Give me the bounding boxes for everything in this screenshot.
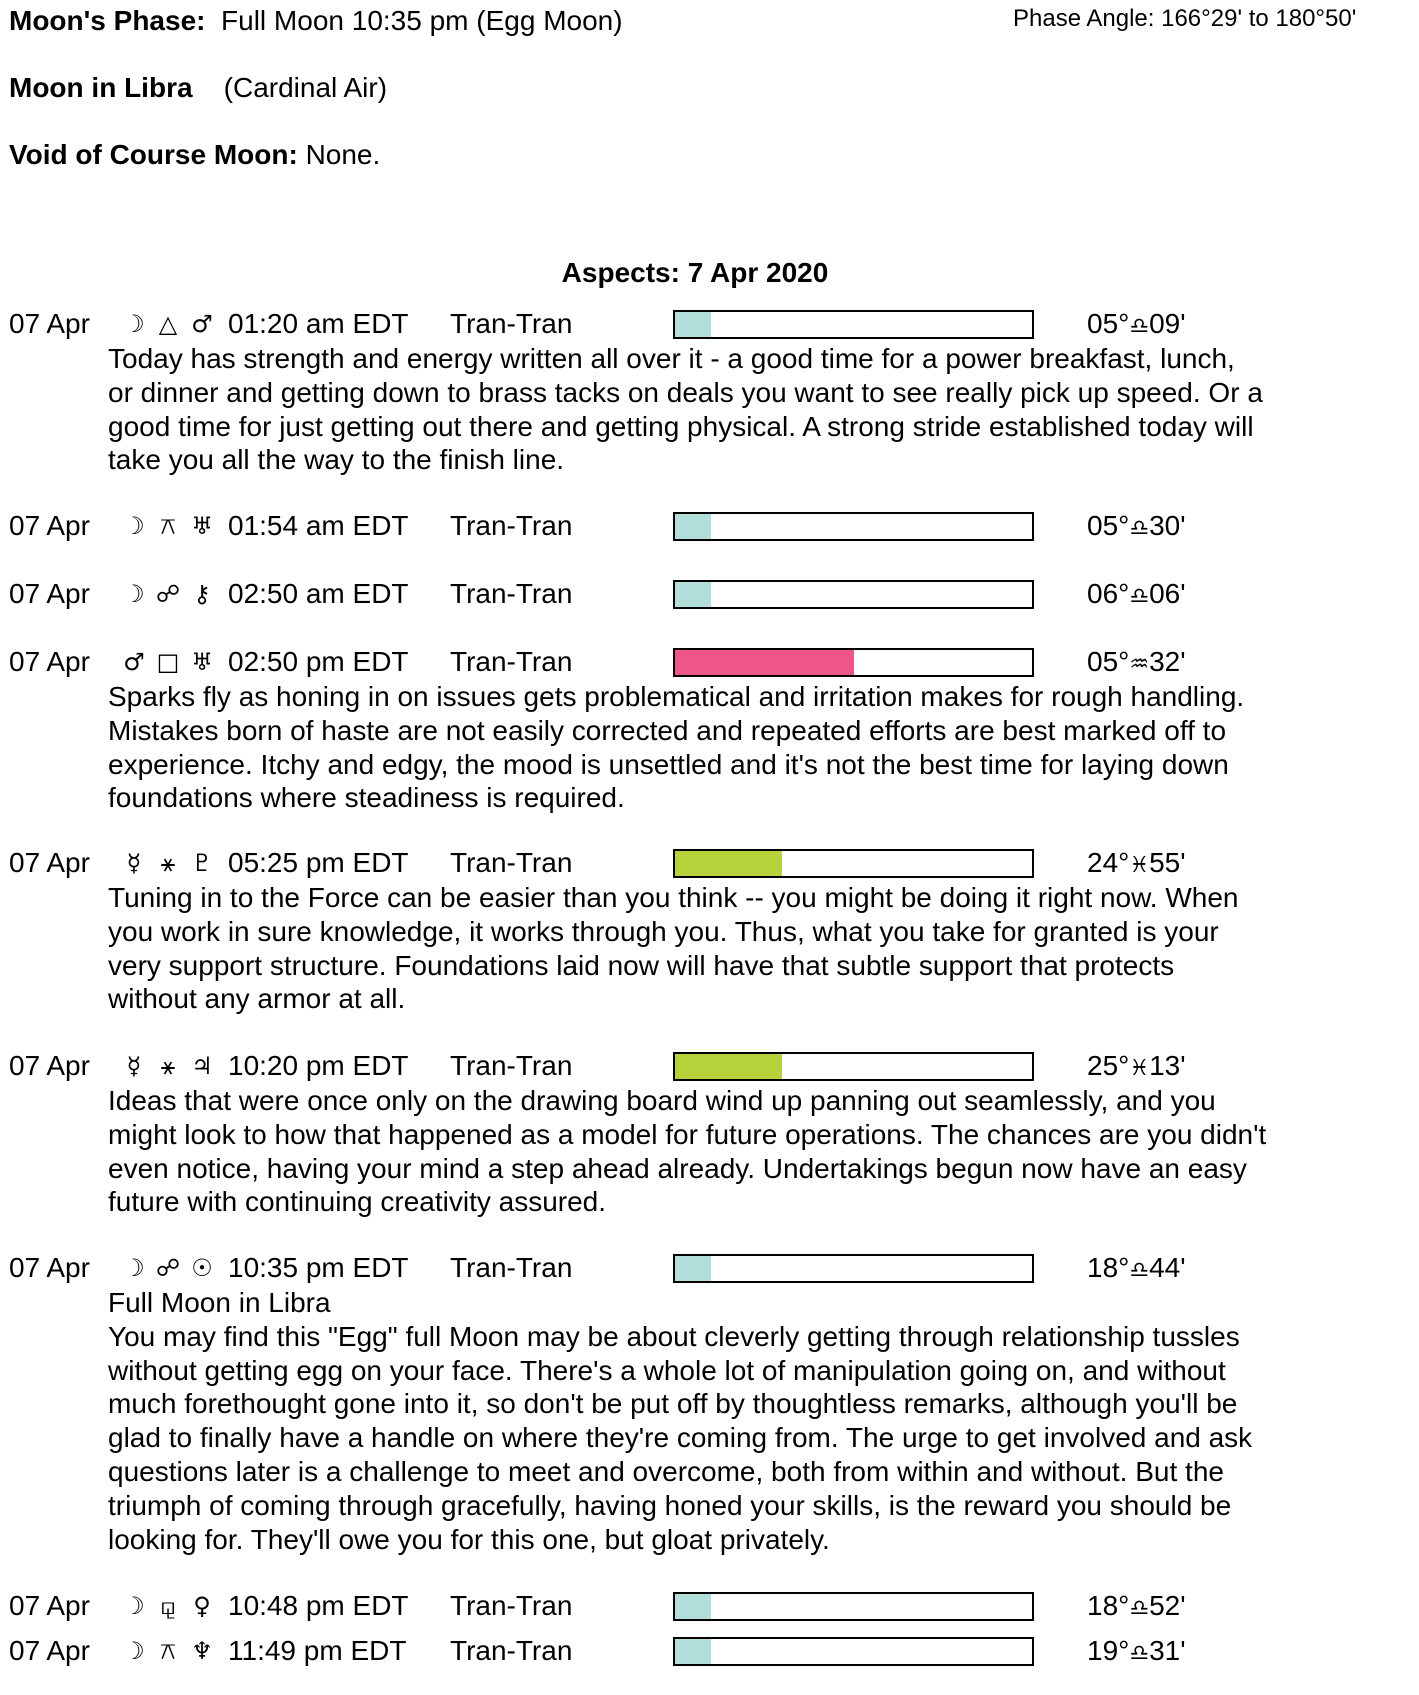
aspect-glyphs bbox=[118, 645, 220, 679]
aspect-time: 01:54 am EDT bbox=[228, 510, 409, 541]
aspect-position bbox=[1087, 1251, 1186, 1288]
strength-bar bbox=[673, 310, 1034, 339]
sesquiquadrate-icon: ⚼ bbox=[159, 1592, 179, 1620]
description-line: you work in sure knowledge, it works through you. Thus, what you take for granted is your bbox=[108, 915, 1219, 947]
aspect-position bbox=[1087, 1589, 1186, 1626]
aspect-time: 10:35 pm EDT bbox=[228, 1252, 409, 1283]
zodiac-sign-icon: ♎ bbox=[1129, 516, 1150, 541]
aspect-time: 01:20 am EDT bbox=[228, 308, 409, 339]
strength-bar-fill bbox=[675, 851, 782, 876]
aspect-glyphs bbox=[118, 846, 220, 880]
opposition-icon: ☍ bbox=[155, 1254, 183, 1282]
aspect-row bbox=[0, 1049, 1419, 1083]
quincunx-icon: ⚻ bbox=[160, 512, 178, 540]
sun-icon: ☉ bbox=[191, 1254, 215, 1282]
strength-bar-fill bbox=[675, 312, 711, 337]
aspect-subtitle: Full Moon in Libra bbox=[108, 1287, 331, 1318]
strength-bar-fill bbox=[675, 514, 711, 539]
description-line: looking for. They'll owe you for this one, but gloat privately. bbox=[108, 1523, 830, 1555]
description-line: good time for just getting out there and getting physical. A strong stride established today will bbox=[108, 410, 1254, 442]
aspect-glyphs bbox=[118, 307, 220, 341]
moon-sign-line bbox=[9, 71, 387, 105]
aspect-row bbox=[0, 1251, 1419, 1285]
aspect-position bbox=[1087, 307, 1186, 344]
uranus-icon: ♅ bbox=[191, 648, 215, 676]
aspect-description bbox=[108, 680, 1244, 815]
strength-bar-fill bbox=[675, 1639, 711, 1664]
position-degrees: 24° bbox=[1087, 847, 1130, 878]
aspect-date: 07 Apr bbox=[9, 1050, 90, 1081]
moon-phase-line bbox=[9, 4, 623, 38]
aspect-glyphs bbox=[118, 577, 220, 611]
position-degrees: 05° bbox=[1087, 646, 1130, 677]
aspect-position bbox=[1087, 846, 1186, 883]
trine-icon: △ bbox=[158, 310, 180, 338]
aspect-glyphs bbox=[118, 1634, 220, 1668]
aspect-kind: Tran-Tran bbox=[450, 1635, 573, 1666]
mercury-icon: ☿ bbox=[126, 849, 144, 877]
aspect-time: 11:49 pm EDT bbox=[228, 1635, 407, 1666]
position-minutes: 06' bbox=[1149, 578, 1186, 609]
moon-icon: ☽ bbox=[123, 1592, 147, 1620]
description-line: Tuning in to the Force can be easier than you think -- you might be doing it right now. When bbox=[108, 882, 1239, 913]
position-minutes: 44' bbox=[1149, 1252, 1186, 1283]
aspect-position bbox=[1087, 1634, 1186, 1671]
description-line: might look to how that happened as a model for future operations. The chances are you didn't bbox=[108, 1118, 1267, 1150]
quincunx-icon: ⚻ bbox=[160, 1637, 178, 1665]
position-degrees: 18° bbox=[1087, 1590, 1130, 1621]
aspect-date: 07 Apr bbox=[9, 847, 90, 878]
moon-icon: ☽ bbox=[123, 580, 147, 608]
strength-bar bbox=[673, 1592, 1034, 1621]
position-degrees: 25° bbox=[1087, 1050, 1130, 1081]
moon-icon: ☽ bbox=[123, 1637, 147, 1665]
aspect-date: 07 Apr bbox=[9, 510, 90, 541]
void-label: Void of Course Moon: bbox=[9, 139, 298, 170]
aspect-kind: Tran-Tran bbox=[450, 1590, 573, 1621]
aspect-row bbox=[0, 577, 1419, 611]
aspect-kind: Tran-Tran bbox=[450, 578, 573, 609]
description-line: without getting egg on your face. There's a whole lot of manipulation going on, and without bbox=[108, 1354, 1226, 1386]
strength-bar bbox=[673, 512, 1034, 541]
strength-bar bbox=[673, 648, 1034, 677]
position-degrees: 05° bbox=[1087, 308, 1130, 339]
position-minutes: 55' bbox=[1149, 847, 1186, 878]
moon-icon: ☽ bbox=[123, 310, 147, 338]
aspect-row bbox=[0, 846, 1419, 880]
description-line: Today has strength and energy written all over it - a good time for a power breakfast, lunch, bbox=[108, 343, 1235, 374]
sextile-icon: ⚹ bbox=[160, 1052, 178, 1080]
sextile-icon: ⚹ bbox=[160, 849, 178, 877]
position-minutes: 30' bbox=[1149, 510, 1186, 541]
description-line: questions later is a challenge to meet and overcome, both from within and without. But the bbox=[108, 1455, 1224, 1487]
square-icon: □ bbox=[156, 648, 182, 676]
strength-bar bbox=[673, 1254, 1034, 1283]
chiron-icon: ⚷ bbox=[193, 580, 213, 608]
aspect-date: 07 Apr bbox=[9, 646, 90, 677]
position-minutes: 32' bbox=[1149, 646, 1186, 677]
position-degrees: 18° bbox=[1087, 1252, 1130, 1283]
aspect-row bbox=[0, 509, 1419, 543]
jupiter-icon: ♃ bbox=[191, 1052, 215, 1080]
description-line: future with continuing creativity assured. bbox=[108, 1186, 607, 1218]
description-line: much forethought gone into it, so don't be put off by thoughtless remarks, although you'll be bbox=[108, 1388, 1238, 1420]
mars-icon: ♂ bbox=[123, 648, 147, 676]
strength-bar-fill bbox=[675, 650, 854, 675]
zodiac-sign-icon: ♎ bbox=[1129, 1258, 1150, 1283]
mars-icon: ♂ bbox=[191, 310, 215, 338]
aspect-time: 02:50 pm EDT bbox=[228, 646, 409, 677]
aspect-row bbox=[0, 307, 1419, 341]
description-line: You may find this "Egg" full Moon may be about cleverly getting through relationship tussles bbox=[108, 1320, 1240, 1352]
aspect-date: 07 Apr bbox=[9, 1590, 90, 1621]
aspect-row bbox=[0, 645, 1419, 679]
zodiac-sign-icon: ♎ bbox=[1129, 1641, 1150, 1666]
phase-angle: Phase Angle: 166°29' to 180°50' bbox=[1013, 5, 1357, 32]
strength-bar bbox=[673, 1052, 1034, 1081]
aspect-date: 07 Apr bbox=[9, 578, 90, 609]
aspect-row bbox=[0, 1589, 1419, 1623]
aspect-date: 07 Apr bbox=[9, 1252, 90, 1283]
position-minutes: 09' bbox=[1149, 308, 1186, 339]
aspect-date: 07 Apr bbox=[9, 308, 90, 339]
zodiac-sign-icon: ♎ bbox=[1129, 1596, 1150, 1621]
venus-icon: ♀ bbox=[193, 1592, 213, 1620]
aspect-kind: Tran-Tran bbox=[450, 646, 573, 677]
description-line: even notice, having your mind a step ahead already. Undertakings begun now have an easy bbox=[108, 1152, 1247, 1184]
aspect-position bbox=[1087, 1049, 1186, 1086]
description-line: foundations where steadiness is required. bbox=[108, 782, 625, 814]
position-degrees: 06° bbox=[1087, 578, 1130, 609]
neptune-icon: ♆ bbox=[191, 1637, 215, 1665]
aspect-glyphs bbox=[118, 1251, 220, 1285]
description-line: Sparks fly as honing in on issues gets problematical and irritation makes for rough handling. bbox=[108, 681, 1245, 712]
moon-sign-label: Moon in Libra bbox=[9, 72, 193, 103]
position-degrees: 05° bbox=[1087, 510, 1130, 541]
zodiac-sign-icon: ♎ bbox=[1129, 584, 1150, 609]
description-line: or dinner and getting down to brass tacks on deals you want to see really pick up speed. Or a bbox=[108, 376, 1263, 408]
aspect-description bbox=[108, 1084, 1266, 1219]
description-line: glad to finally have a handle on where they're coming from. The urge to get involved and ask bbox=[108, 1422, 1253, 1454]
description-line: very support structure. Foundations laid now will have that subtle support that protects bbox=[108, 949, 1175, 981]
aspect-date: 07 Apr bbox=[9, 1635, 90, 1666]
strength-bar-fill bbox=[675, 1054, 782, 1079]
aspect-row bbox=[0, 1634, 1419, 1668]
aspect-description bbox=[108, 1286, 1252, 1556]
position-degrees: 19° bbox=[1087, 1635, 1130, 1666]
strength-bar bbox=[673, 580, 1034, 609]
opposition-icon: ☍ bbox=[155, 580, 183, 608]
void-of-course-line bbox=[9, 138, 380, 172]
aspect-time: 02:50 am EDT bbox=[228, 578, 409, 609]
description-line: take you all the way to the finish line. bbox=[108, 444, 565, 476]
description-line: Mistakes born of haste are not easily corrected and repeated efforts are best marked off to bbox=[108, 714, 1227, 746]
aspect-description bbox=[108, 881, 1239, 1016]
moon-icon: ☽ bbox=[123, 512, 147, 540]
aspect-description bbox=[108, 342, 1263, 477]
aspect-kind: Tran-Tran bbox=[450, 510, 573, 541]
description-line: triumph of coming through gracefully, having honed your skills, is the reward you should be bbox=[108, 1489, 1232, 1521]
aspect-kind: Tran-Tran bbox=[450, 1050, 573, 1081]
strength-bar bbox=[673, 849, 1034, 878]
aspect-time: 05:25 pm EDT bbox=[228, 847, 409, 878]
aspect-glyphs bbox=[118, 1589, 220, 1623]
position-minutes: 52' bbox=[1149, 1590, 1186, 1621]
strength-bar-fill bbox=[675, 1594, 711, 1619]
uranus-icon: ♅ bbox=[191, 512, 215, 540]
position-minutes: 31' bbox=[1149, 1635, 1186, 1666]
aspect-kind: Tran-Tran bbox=[450, 847, 573, 878]
aspect-position bbox=[1087, 577, 1186, 614]
aspect-glyphs bbox=[118, 1049, 220, 1083]
strength-bar bbox=[673, 1637, 1034, 1666]
zodiac-sign-icon: ♓ bbox=[1129, 853, 1150, 878]
aspect-position bbox=[1087, 509, 1186, 546]
zodiac-sign-icon: ♓ bbox=[1129, 1056, 1150, 1081]
description-line: Ideas that were once only on the drawing board wind up panning out seamlessly, and you bbox=[108, 1085, 1216, 1116]
aspect-position bbox=[1087, 645, 1186, 682]
moon-phase-value: Full Moon 10:35 pm (Egg Moon) bbox=[221, 5, 623, 36]
aspect-time: 10:20 pm EDT bbox=[228, 1050, 409, 1081]
strength-bar-fill bbox=[675, 582, 711, 607]
pluto-icon: ♇ bbox=[191, 849, 215, 877]
moon-icon: ☽ bbox=[123, 1254, 147, 1282]
aspects-title: Aspects: 7 Apr 2020 bbox=[561, 257, 829, 288]
aspect-time: 10:48 pm EDT bbox=[228, 1590, 409, 1621]
aspect-kind: Tran-Tran bbox=[450, 308, 573, 339]
aspect-glyphs bbox=[118, 509, 220, 543]
moon-sign-value: (Cardinal Air) bbox=[223, 72, 388, 103]
mercury-icon: ☿ bbox=[126, 1052, 144, 1080]
zodiac-sign-icon: ♒ bbox=[1129, 652, 1150, 677]
strength-bar-fill bbox=[675, 1256, 711, 1281]
description-line: experience. Itchy and edgy, the mood is unsettled and it's not the best time for laying down bbox=[108, 748, 1229, 780]
moon-phase-label: Moon's Phase: bbox=[9, 5, 206, 36]
zodiac-sign-icon: ♎ bbox=[1129, 314, 1150, 339]
position-minutes: 13' bbox=[1149, 1050, 1186, 1081]
description-line: without any armor at all. bbox=[108, 983, 406, 1015]
void-value: None. bbox=[305, 139, 381, 170]
aspect-kind: Tran-Tran bbox=[450, 1252, 573, 1283]
